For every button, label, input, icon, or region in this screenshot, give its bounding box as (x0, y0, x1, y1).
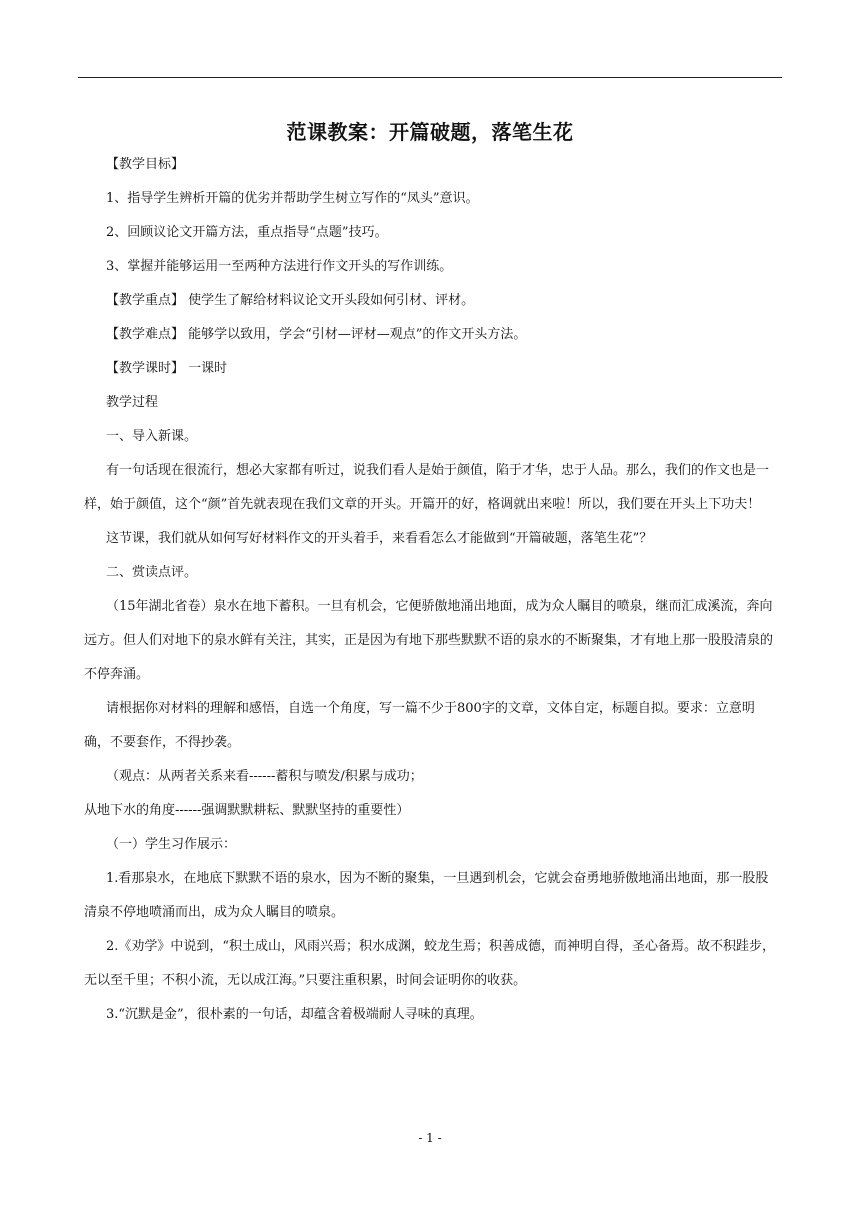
paragraph-section-2: 二、赏读点评。 (106, 565, 198, 580)
document-body (84, 148, 780, 1032)
paragraph-viewpoint-2: 从地下水的角度------强调默默耕耘、默默坚持的重要性） (84, 803, 410, 818)
paragraph-section-1: 一、导入新课。 (106, 429, 198, 444)
page-number: - 1 - (418, 1131, 442, 1145)
paragraph-class-hours: 【教学课时】 一课时 (106, 361, 228, 376)
paragraph-objective-3: 3、掌握并能够运用一至两种方法进行作文开头的写作训练。 (106, 259, 453, 274)
paragraph-objective-1: 1、指导学生辨析开篇的优劣并帮助学生树立写作的“凤头”意识。 (106, 191, 479, 206)
paragraph-intro: 有一句话现在很流行，想必大家都有听过，说我们看人是始于颜值，陷于才华，忠于人品。那么，我们的作文也是一样，始于颜值，这个“颜”首先就表现在我们文章的开头。开篇开的好，格调就出来啦！所以，我们要在开头上下功夫！ (84, 463, 770, 512)
paragraph-objective-2: 2、回顾议论文开篇方法，重点指导“点题”技巧。 (106, 225, 388, 240)
header-rule (78, 77, 782, 78)
paragraph-key-points: 【教学重点】 使学生了解给材料议论文开头段如何引材、评材。 (106, 293, 475, 308)
paragraph-subsection-1: （一）学生习作展示： (106, 837, 237, 852)
paragraph-difficulties: 【教学难点】 能够学以致用，学会“引材—评材—观点”的作文开头方法。 (106, 327, 527, 342)
paragraph-material: （15年湖北省卷）泉水在地下蓄积。一旦有机会，它便骄傲地涌出地面，成为众人瞩目的喷泉，继而汇成溪流，奔向远方。但人们对地下的泉水鲜有关注，其实，正是因为有地下那些默默不语的泉水的不断聚集，才有地上那一股股清泉的不停奔涌。 (84, 599, 774, 682)
paragraph-process-heading: 教学过程 (106, 395, 159, 410)
paragraph-requirements: 请根据你对材料的理解和感悟，自选一个角度，写一篇不少于800字的文章，文体自定，标题自拟。要求：立意明确，不要套作，不得抄袭。 (84, 701, 755, 750)
paragraph-lesson-goal: 这节课，我们就从如何写好材料作文的开头着手，来看看怎么才能做到“开篇破题，落笔生花”？ (106, 531, 653, 546)
paragraph-example-2: 2.《劝学》中说到，“积土成山，风雨兴焉；积水成渊，蛟龙生焉；积善成德，而神明自得，圣心备焉。故不积跬步，无以至千里；不积小流，无以成江海。”只要注重积累，时间会证明你的收获。 (84, 939, 776, 988)
paragraph-example-3: 3.“沉默是金”，很朴素的一句话，却蕴含着极端耐人寻味的真理。 (106, 1007, 483, 1022)
paragraph-viewpoint-1: （观点：从两者关系来看------蓄积与喷发/积累与成功； (106, 769, 423, 784)
paragraph-objectives-heading: 【教学目标】 (106, 157, 185, 172)
paragraph-example-1: 1.看那泉水，在地底下默默不语的泉水，因为不断的聚集，一旦遇到机会，它就会奋勇地骄傲地涌出地面，那一股股清泉不停地喷涌而出，成为众人瞩目的喷泉。 (84, 871, 769, 920)
page-title: 范课教案：开篇破题，落笔生花 (286, 120, 574, 144)
